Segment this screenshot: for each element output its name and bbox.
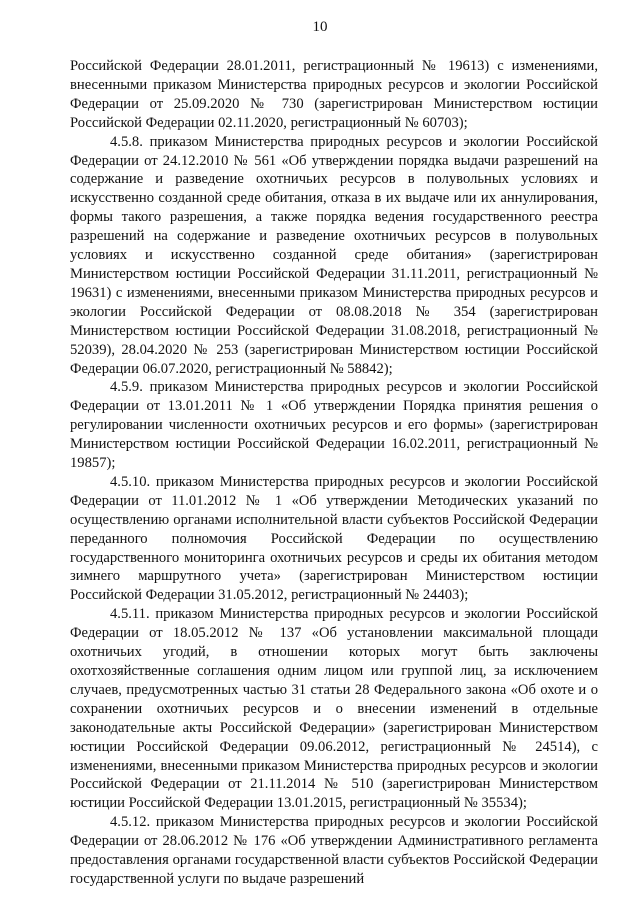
paragraph-4-5-10: 4.5.10. приказом Министерства природных ресурсов и экологии Российской Федерации от 11.01.2012 № 1 «Об утверждении Методических указаний по осуществлению органами исполнительной власти субъектов Российской Федерации переданного полномочия Российской Федерации по осуществлению государственного мониторинга охотничьих ресурсов и среды их обитания методом зимнего маршрутного учета» (зарегистрирован Министерством юстиции Российской Федерации 31.05.2012, регистрационный № 24403);	[70, 473, 598, 604]
document-body	[70, 57, 598, 889]
paragraph-4-5-11: 4.5.11. приказом Министерства природных ресурсов и экологии Российской Федерации от 18.05.2012 № 137 «Об установлении максимальной площади охотничьих угодий, в отношении которых могут быть заключены охотхозяйственные соглашения одним лицом или группой лиц, за исключением случаев, предусмотренных частью 31 статьи 28 Федерального закона «Об охоте и о сохранении охотничьих ресурсов и о внесении изменений в отдельные законодательные акты Российской Федерации» (зарегистрирован Министерством юстиции Российской Федерации 09.06.2012, регистрационный № 24514), с изменениями, внесенными приказом Министерства природных ресурсов и экологии Российской Федерации от 21.11.2014 № 510 (зарегистрирован Министерством юстиции Российской Федерации 13.01.2015, регистрационный № 35534);	[70, 606, 598, 812]
paragraph-4-5-8: 4.5.8. приказом Министерства природных ресурсов и экологии Российской Федерации от 24.12.2010 № 561 «Об утверждении порядка выдачи разрешений на содержание и разведение охотничьих ресурсов в полувольных условиях и искусственно созданной среде обитания, отказа в их выдаче или их аннулирования, формы такого разрешения, а также порядка ведения государственного реестра разрешений на содержание и разведение охотничьих ресурсов в полувольных условиях и искусственно созданной среде обитания» (зарегистрирован Министерством юстиции Российской Федерации 31.11.2011, регистрационный № 19631) с изменениями, внесенными приказом Министерства природных ресурсов и экологии Российской Федерации от 08.08.2018 № 354 (зарегистрирован Министерством юстиции Российской Федерации 31.08.2018, регистрационный № 52039), 28.04.2020 № 253 (зарегистрирован Министерством юстиции Российской Федерации 06.07.2020, регистрационный № 58842);	[70, 133, 598, 377]
paragraph-4-5-12: 4.5.12. приказом Министерства природных ресурсов и экологии Российской Федерации от 28.06.2012 № 176 «Об утверждении Административного регламента предоставления органами государственной власти субъектов Российской Федерации государственной услуги по выдаче разрешений	[70, 814, 598, 887]
paragraph-4-5-9: 4.5.9. приказом Министерства природных ресурсов и экологии Российской Федерации от 13.01.2011 № 1 «Об утверждении Порядка принятия решения о регулировании численности охотничьих ресурсов и его формы» (зарегистрирован Министерством юстиции Российской Федерации 16.02.2011, регистрационный № 19857);	[70, 379, 598, 472]
paragraph-continuation: Российской Федерации 28.01.2011, регистрационный № 19613) с изменениями, внесенными приказом Министерства природных ресурсов и экологии Российской Федерации от 25.09.2020 № 730 (зарегистрирован Министерством юстиции Российской Федерации 02.11.2020, регистрационный № 60703);	[70, 58, 598, 131]
page-number: 10	[312, 19, 328, 35]
